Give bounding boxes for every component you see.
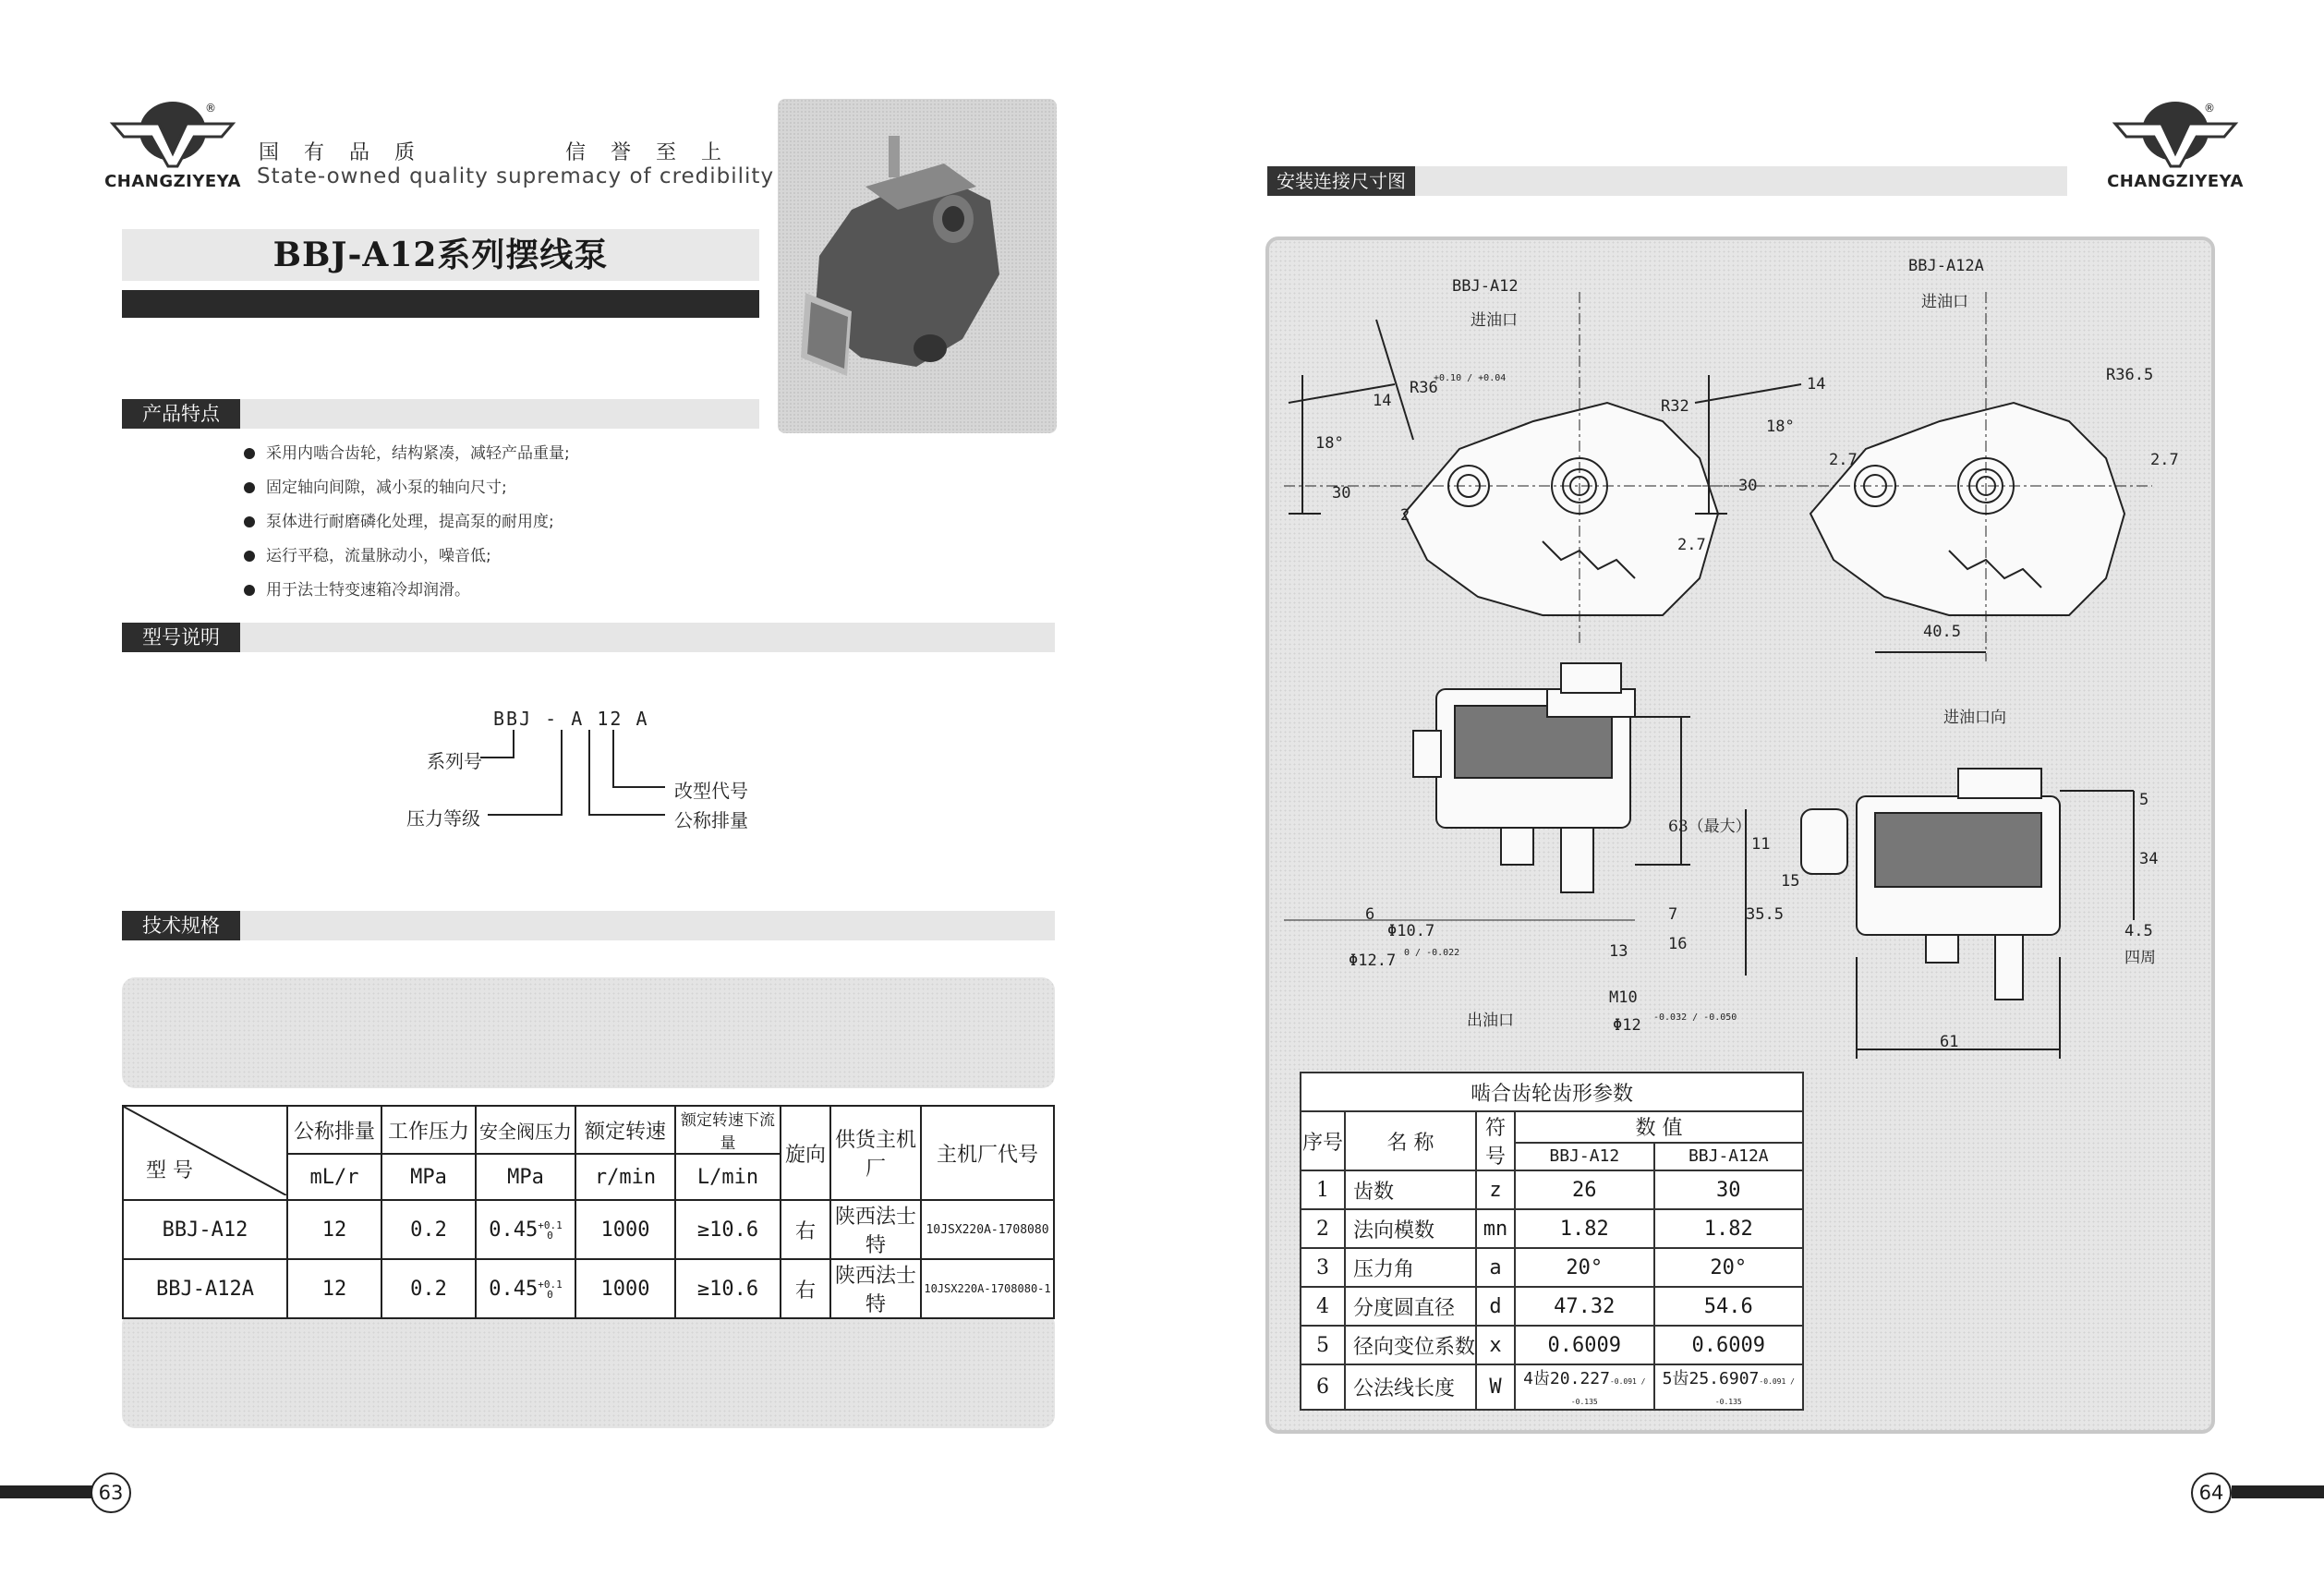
brand-name: CHANGZIYEYA (2107, 172, 2244, 191)
gear-cell: mn (1476, 1209, 1515, 1248)
dim-30-right: 30 (1738, 477, 1758, 495)
section-features (122, 399, 759, 429)
logo-mark-icon (103, 96, 242, 170)
spec-unit: L/min (675, 1154, 781, 1200)
product-title: BBJ-A12系列摆线泵 (272, 236, 609, 274)
section-install-label: 安装连接尺寸图 (1267, 166, 1415, 196)
spec-unit: r/min (575, 1154, 675, 1200)
label-inlet-dir: 进油口向 (1943, 709, 2006, 727)
gear-cell: 1 (1301, 1170, 1345, 1209)
spec-unit: MPa (381, 1154, 476, 1200)
spec-unit: MPa (476, 1154, 575, 1200)
spec-cell: 陕西法士特 (830, 1200, 921, 1259)
dim-r365: R36.5 (2106, 366, 2154, 384)
model-label-modify: 改型代号 (674, 780, 748, 802)
spec-cell: ≥10.6 (675, 1259, 781, 1318)
dim-6: 6 (1365, 905, 1375, 924)
feature-item: 用于法士特变速箱冷却润滑。 (244, 576, 570, 611)
tol: -0.091 / -0.135 (1714, 1377, 1795, 1406)
dim-27-right: 2.7 (2150, 451, 2179, 469)
slogan-cn: 国有品质 信誉至上 (259, 141, 746, 164)
gear-cell: 4齿20.227 (1523, 1369, 1610, 1388)
spec-cell: 12 (287, 1259, 381, 1318)
gear-header-sym: 符号 (1476, 1111, 1515, 1170)
spec-cell: ≥10.6 (675, 1200, 781, 1259)
gear-cell: 5 (1301, 1326, 1345, 1364)
gear-header-no: 序号 (1301, 1111, 1345, 1170)
tol-upper: +0.1 (538, 1278, 563, 1291)
spec-header: 供货主机厂 (830, 1106, 921, 1200)
dim-12-tol: -0.032 / -0.050 (1653, 1012, 1737, 1023)
model-code: BBJ - A 12 A (493, 708, 649, 730)
gear-cell: 公法线长度 (1345, 1364, 1476, 1410)
spec-cell: 0.2 (381, 1200, 476, 1259)
tol-upper: +0.1 (538, 1218, 563, 1231)
spec-cell: 12 (287, 1200, 381, 1259)
gear-cell: 1.82 (1515, 1209, 1654, 1248)
registered-mark: ® (205, 102, 216, 115)
spec-header-model-text: 型 号 (146, 1159, 193, 1182)
gear-cell: 6 (1301, 1364, 1345, 1410)
spec-cell: BBJ-A12A (123, 1259, 287, 1318)
page-number-left: 63 (91, 1473, 131, 1513)
dim-355: 35.5 (1746, 905, 1784, 924)
feature-item: 固定轴向间隙，减小泵的轴向尺寸; (244, 474, 570, 508)
label-a12: BBJ-A12 (1452, 277, 1519, 296)
dim-63: 63（最大） (1668, 818, 1751, 836)
dim-61: 61 (1940, 1033, 1959, 1051)
spec-cell: 右 (781, 1200, 830, 1259)
gear-cell: x (1476, 1326, 1515, 1364)
gear-cell: W (1476, 1364, 1515, 1410)
section-spec-label: 技术规格 (122, 911, 240, 940)
gear-cell: z (1476, 1170, 1515, 1209)
dim-18-right: 18° (1766, 418, 1795, 436)
page-bar-left (0, 1485, 92, 1498)
dim-127-tol: 0 / -0.022 (1404, 948, 1460, 958)
dim-405: 40.5 (1923, 623, 1961, 641)
gear-cell: 20° (1654, 1248, 1803, 1287)
feature-list (244, 440, 570, 611)
spec-cell: 0.45 (489, 1218, 539, 1242)
spec-cell: BBJ-A12 (123, 1200, 287, 1259)
section-spec (122, 911, 1055, 940)
spec-header: 旋向 (781, 1106, 830, 1200)
spec-header: 工作压力 (381, 1106, 476, 1154)
feature-item: 采用内啮合齿轮，结构紧凑，减轻产品重量; (244, 440, 570, 474)
dim-r32: R32 (1661, 397, 1689, 416)
dim-30-left: 30 (1332, 484, 1351, 503)
dim-16: 16 (1668, 935, 1688, 953)
section-features-label: 产品特点 (122, 399, 240, 429)
tol: -0.091 / -0.135 (1570, 1377, 1646, 1406)
gear-cell: 齿数 (1345, 1170, 1476, 1209)
dim-13: 13 (1609, 942, 1628, 961)
table-row (1301, 1248, 1803, 1287)
brand-logo-right (2106, 96, 2245, 191)
page-number-right: 64 (2191, 1473, 2232, 1513)
gear-cell: 20° (1515, 1248, 1654, 1287)
page-bar-right (2232, 1485, 2324, 1498)
model-label-series: 系列号 (427, 750, 482, 772)
spec-cell-tol (476, 1200, 575, 1259)
label-a12a: BBJ-A12A (1908, 257, 1984, 275)
gear-cell: 0.6009 (1654, 1326, 1803, 1364)
gear-cell: 1.82 (1654, 1209, 1803, 1248)
section-install (1267, 166, 2067, 196)
dim-107: Φ10.7 (1387, 922, 1435, 940)
spec-cell-tol (476, 1259, 575, 1318)
table-row (1301, 1364, 1803, 1410)
spec-header-model (123, 1106, 287, 1200)
spec-cell: 右 (781, 1259, 830, 1318)
section-model (122, 623, 1055, 652)
spec-cell: 10JSX220A-1708080-1 (921, 1259, 1054, 1318)
spec-unit: mL/r (287, 1154, 381, 1200)
brand-logo-left (103, 96, 242, 191)
dim-45: 4.5 (2124, 922, 2153, 940)
gear-cell: 26 (1515, 1170, 1654, 1209)
dim-27-mid: 2.7 (1829, 451, 1858, 469)
table-row (1301, 1170, 1803, 1209)
slogan-en: State-owned quality supremacy of credibility (257, 164, 775, 188)
dim-m10: M10 (1609, 988, 1638, 1007)
dim-r36: R36 (1410, 379, 1438, 397)
dim-14-left: 14 (1373, 392, 1392, 410)
texture-panel-bottom (122, 1312, 1055, 1428)
table-row (123, 1200, 1054, 1259)
gear-cell: 法向模数 (1345, 1209, 1476, 1248)
gear-cell: d (1476, 1287, 1515, 1326)
gear-cell: 3 (1301, 1248, 1345, 1287)
spec-cell: 0.2 (381, 1259, 476, 1318)
model-label-disp: 公称排量 (674, 809, 748, 831)
dim-18-left: 18° (1315, 434, 1344, 453)
pump-photo-icon (778, 99, 1057, 433)
gear-cell: 压力角 (1345, 1248, 1476, 1287)
model-label-pressure: 压力等级 (406, 807, 480, 830)
gear-header-name: 名 称 (1345, 1111, 1476, 1170)
gear-cell: 30 (1654, 1170, 1803, 1209)
label-inlet-a12: 进油口 (1471, 311, 1518, 330)
dim-11: 11 (1751, 835, 1771, 854)
label-around: 四周 (2124, 949, 2156, 967)
spec-header: 额定转速下流量 (675, 1106, 781, 1154)
brand-name: CHANGZIYEYA (104, 172, 241, 191)
spec-header: 额定转速 (575, 1106, 675, 1154)
gear-cell: 5齿25.6907 (1662, 1369, 1760, 1388)
texture-panel-top (122, 977, 1055, 1088)
gear-cell: 分度圆直径 (1345, 1287, 1476, 1326)
product-title-bar (122, 229, 759, 281)
label-inlet-a12a: 进油口 (1921, 293, 1968, 311)
gear-cell: 2 (1301, 1209, 1345, 1248)
gear-header-a12a: BBJ-A12A (1654, 1143, 1803, 1170)
dim-12: Φ12 (1613, 1016, 1641, 1035)
dim-5: 5 (2139, 791, 2149, 809)
gear-cell: 54.6 (1654, 1287, 1803, 1326)
spec-header: 安全阀压力 (476, 1106, 575, 1154)
gear-cell-tol (1654, 1364, 1803, 1410)
gear-cell: a (1476, 1248, 1515, 1287)
dim-15: 15 (1781, 872, 1800, 891)
dim-2: 2 (1400, 506, 1410, 525)
gear-header-val: 数 值 (1515, 1111, 1803, 1143)
dim-7: 7 (1668, 905, 1678, 924)
spec-cell: 1000 (575, 1259, 675, 1318)
spec-cell: 0.45 (489, 1277, 539, 1301)
gear-table (1300, 1072, 1804, 1411)
tol-lower: 0 (547, 1229, 553, 1242)
spec-cell: 陕西法士特 (830, 1259, 921, 1318)
gear-header-a12: BBJ-A12 (1515, 1143, 1654, 1170)
gear-table-title: 啮合齿轮齿形参数 (1301, 1073, 1803, 1111)
spec-table (122, 1105, 1055, 1319)
gear-cell: 47.32 (1515, 1287, 1654, 1326)
technical-drawing (1265, 236, 2208, 1068)
spec-cell: 10JSX220A-1708080 (921, 1200, 1054, 1259)
table-row (1301, 1326, 1803, 1364)
registered-mark: ® (2204, 102, 2215, 115)
feature-item: 运行平稳，流量脉动小，噪音低; (244, 542, 570, 576)
dim-14-right: 14 (1807, 375, 1826, 394)
table-row (123, 1259, 1054, 1318)
spec-header: 公称排量 (287, 1106, 381, 1154)
spec-cell: 1000 (575, 1200, 675, 1259)
gear-cell: 4 (1301, 1287, 1345, 1326)
dim-27-left: 2.7 (1677, 536, 1706, 554)
section-model-label: 型号说明 (122, 623, 240, 652)
feature-item: 泵体进行耐磨磷化处理，提高泵的耐用度; (244, 508, 570, 542)
product-photo (778, 99, 1057, 433)
label-outlet: 出油口 (1467, 1012, 1514, 1030)
gear-cell-tol (1515, 1364, 1654, 1410)
gear-cell: 0.6009 (1515, 1326, 1654, 1364)
title-underbar (122, 290, 759, 318)
spec-header: 主机厂代号 (921, 1106, 1054, 1200)
table-row (1301, 1209, 1803, 1248)
dim-r36-tol: +0.10 / +0.04 (1434, 373, 1507, 383)
logo-mark-icon (2106, 96, 2245, 170)
dim-127: Φ12.7 (1349, 952, 1397, 970)
gear-cell: 径向变位系数 (1345, 1326, 1476, 1364)
tol-lower: 0 (547, 1288, 553, 1301)
table-row (1301, 1287, 1803, 1326)
dim-34: 34 (2139, 850, 2159, 868)
